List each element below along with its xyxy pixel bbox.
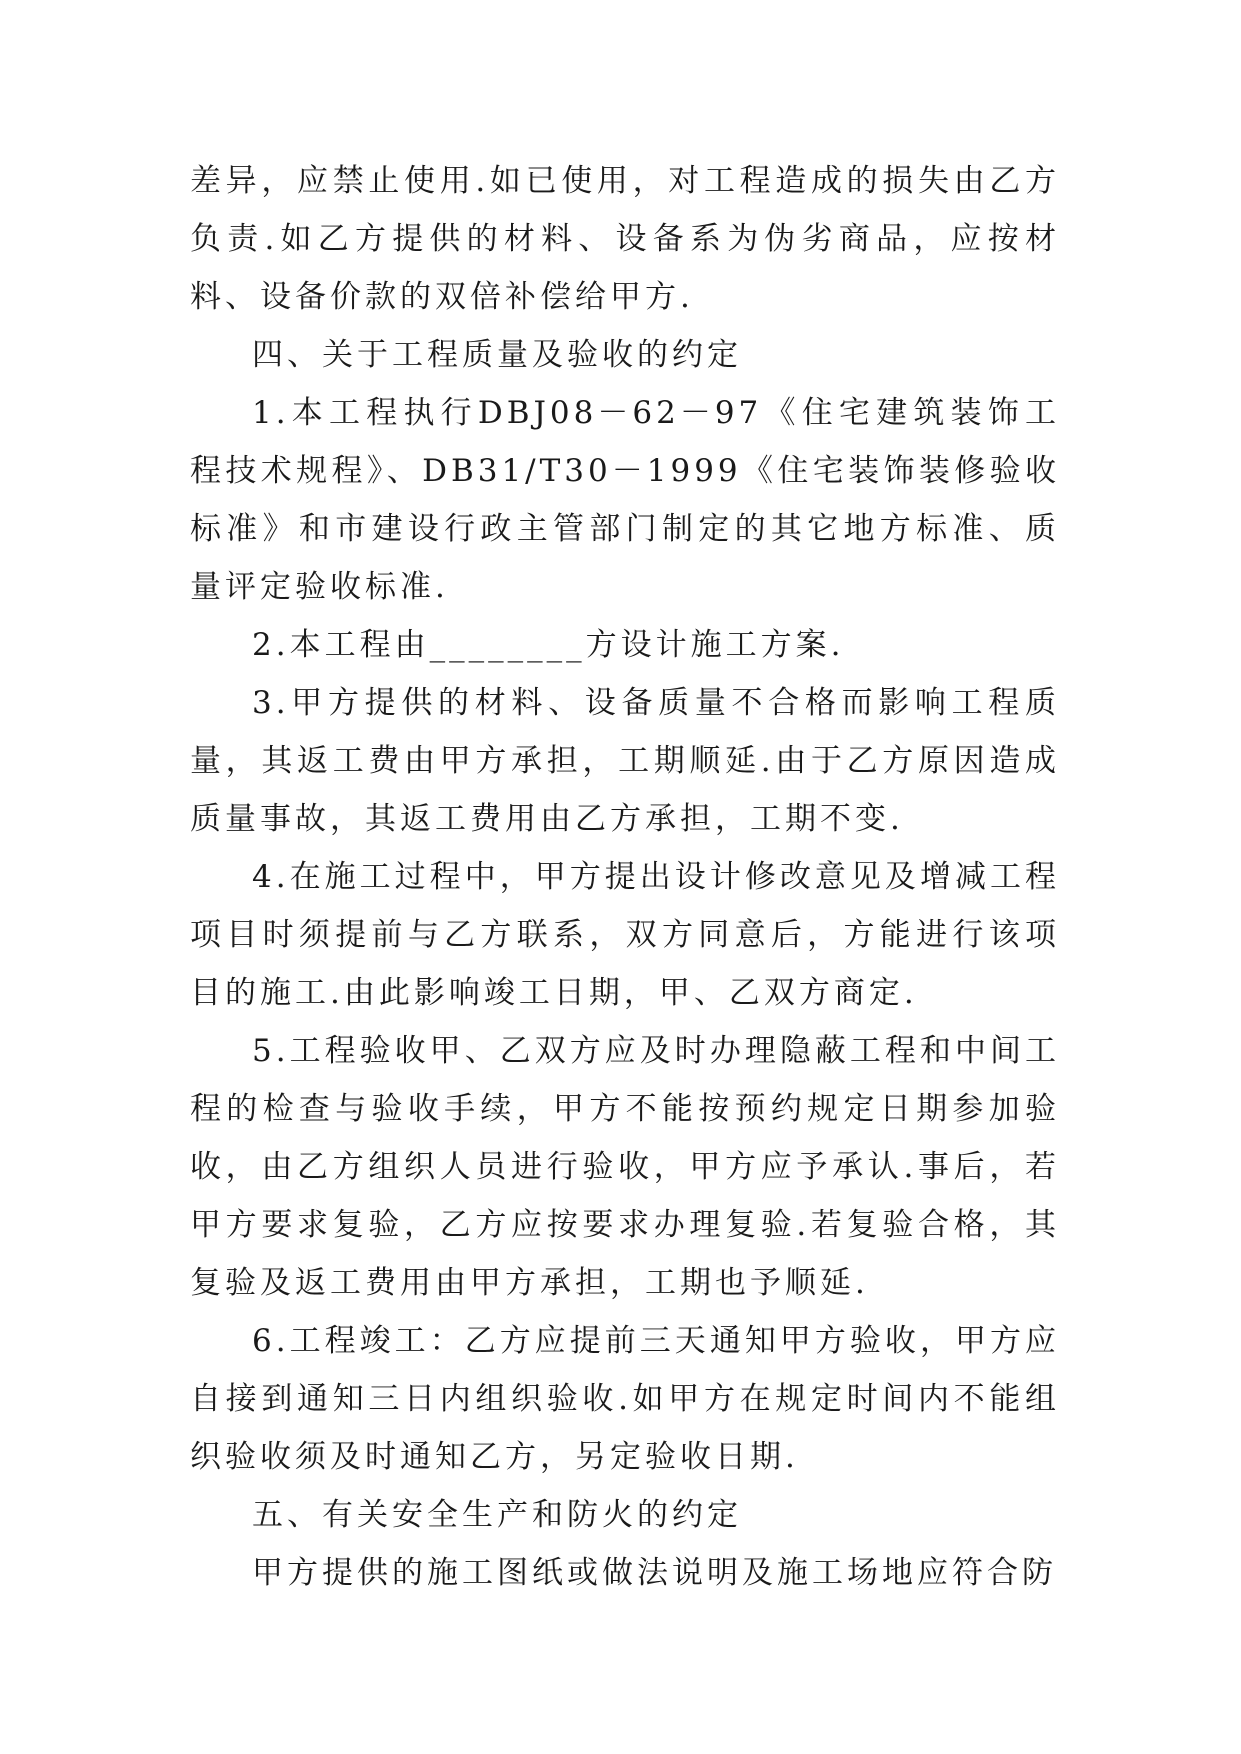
clause-1-standards: 1.本工程执行DBJ08－62－97《住宅建筑装饰工程技术规程》、DB31/T30－1999《住宅装饰装修验收标准》和市建设行政主管部门制定的其它地方标准、质量评定验收标准.	[190, 395, 1060, 605]
paragraph-material-liability: 差异，应禁止使用.如已使用，对工程造成的损失由乙方负责.如乙方提供的材料、设备系为伪劣商品，应按材料、设备价款的双倍补偿给甲方.	[190, 163, 1060, 315]
paragraph-fire-safety: 甲方提供的施工图纸或做法说明及施工场地应符合防	[252, 1555, 1057, 1591]
clause-5-inspection: 5.工程验收甲、乙双方应及时办理隐蔽工程和中间工程的检查与验收手续，甲方不能按预约规定日期参加验收，由乙方组织人员进行验收，甲方应予承认.事后，若甲方要求复验，乙方应按要求办理复验.若复验合格，其复验及返工费用由甲方承担，工期也予顺延.	[190, 1033, 1060, 1301]
section-heading-quality-acceptance: 四、关于工程质量及验收的约定	[252, 337, 742, 373]
clause-6-completion: 6.工程竣工：乙方应提前三天通知甲方验收，甲方应自接到通知三日内组织验收.如甲方在规定时间内不能组织验收须及时通知乙方，另定验收日期.	[190, 1323, 1060, 1475]
clause-3-material-quality: 3.甲方提供的材料、设备质量不合格而影响工程质量，其返工费由甲方承担，工期顺延.由于乙方原因造成质量事故，其返工费用由乙方承担，工期不变.	[190, 685, 1060, 837]
clause-4-design-changes: 4.在施工过程中，甲方提出设计修改意见及增减工程项目时须提前与乙方联系，双方同意后，方能进行该项目的施工.由此影响竣工日期，甲、乙双方商定.	[190, 859, 1060, 1011]
clause-2-design: 2.本工程由________方设计施工方案.	[252, 627, 845, 663]
document-body	[190, 152, 1060, 1602]
section-heading-safety-fire: 五、有关安全生产和防火的约定	[252, 1497, 742, 1533]
